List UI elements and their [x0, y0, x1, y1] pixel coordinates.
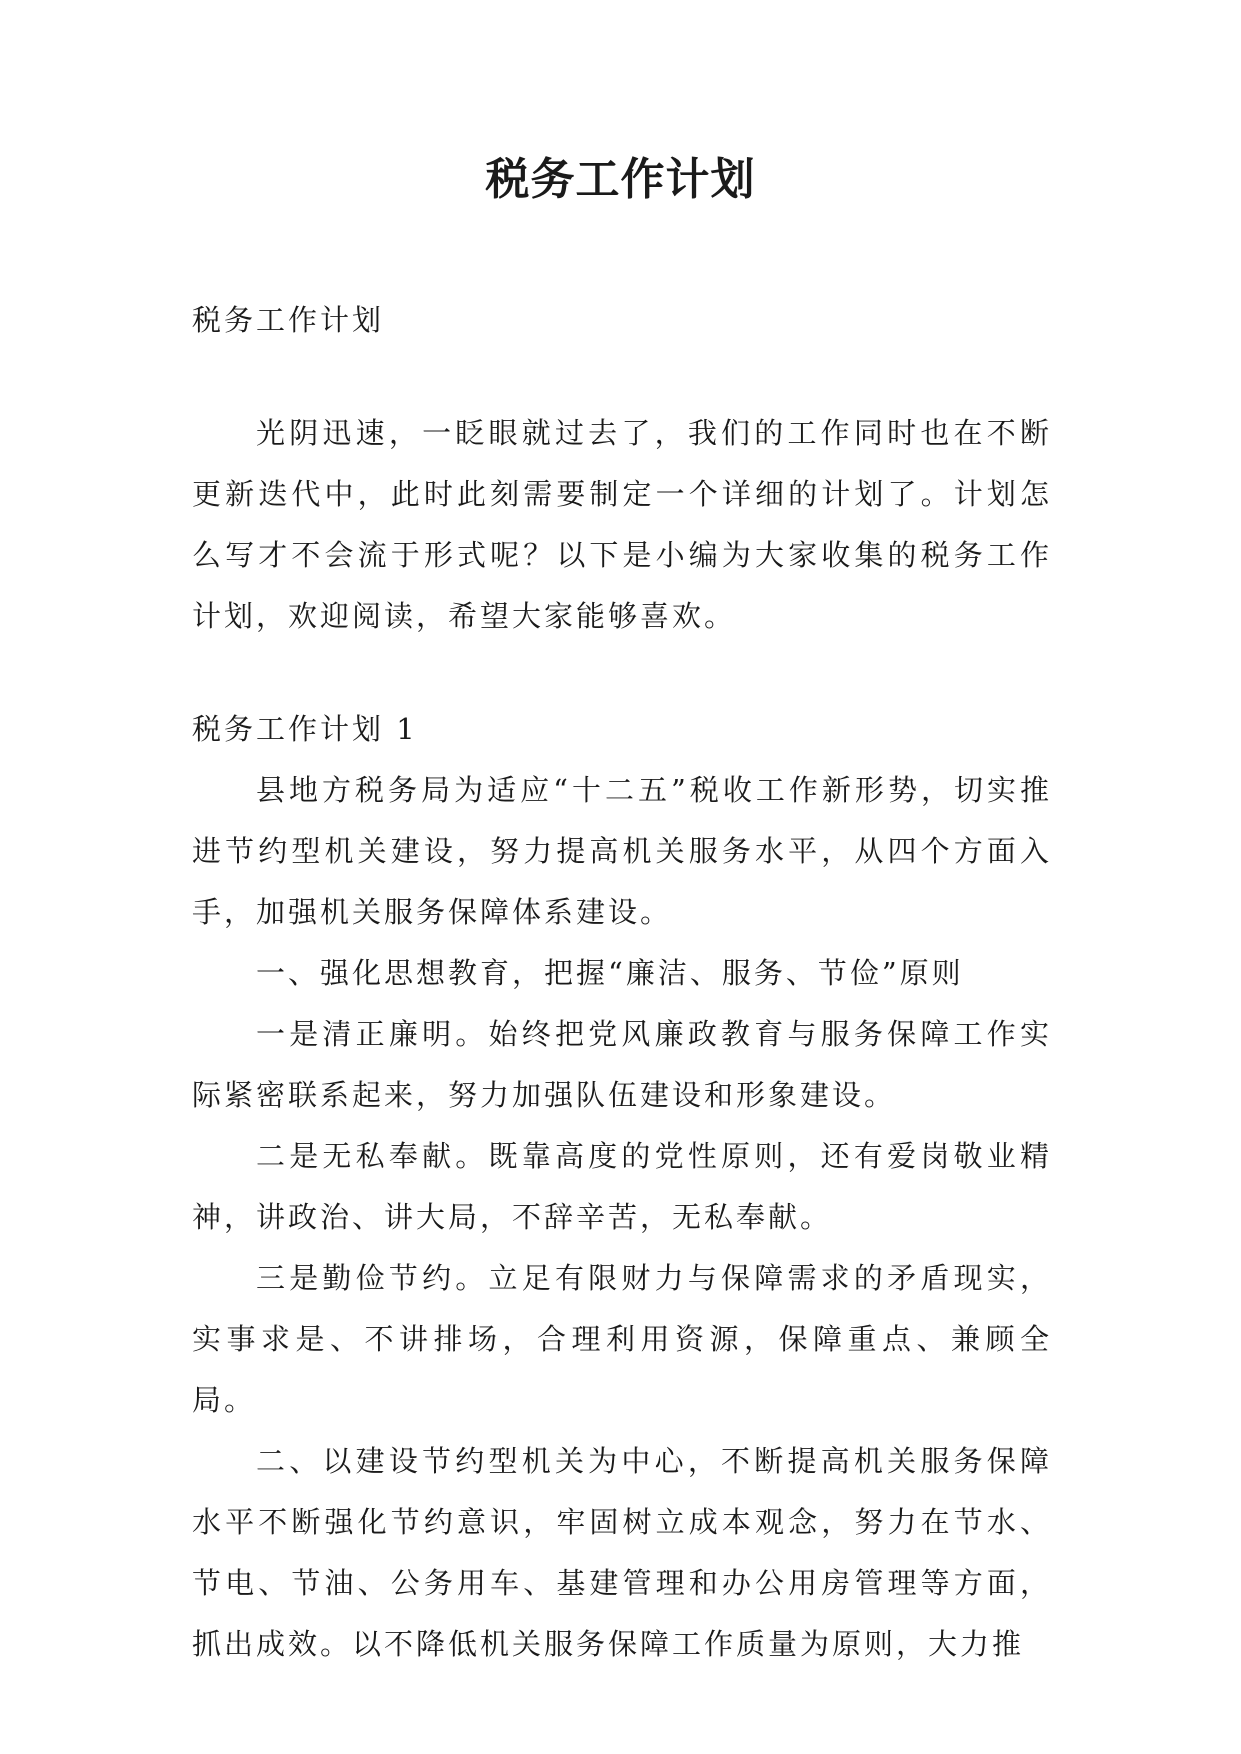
body-paragraph: 一是清正廉明。始终把党风廉政教育与服务保障工作实际紧密联系起来，努力加强队伍建设和形象建设。 [192, 1017, 1052, 1112]
body-paragraph: 二、以建设节约型机关为中心，不断提高机关服务保障水平不断强化节约意识，牢固树立成本观念，努力在节水、节电、节油、公务用车、基建管理和办公用房管理等方面，抓出成效。以不降低机关服务保障工作质量为原则，大力推 [192, 1444, 1052, 1661]
principle-heading: 一、强化思想教育，把握“廉洁、服务、节俭”原则 [256, 956, 964, 990]
document-body [192, 290, 1052, 1675]
intro-paragraph: 光阴迅速，一眨眼就过去了，我们的工作同时也在不断更新迭代中，此时此刻需要制定一个详细的计划了。计划怎么写才不会流于形式呢？以下是小编为大家收集的税务工作计划，欢迎阅读，希望大家能够喜欢。 [192, 416, 1052, 633]
body-paragraph: 县地方税务局为适应“十二五”税收工作新形势，切实推进节约型机关建设，努力提高机关服务水平，从四个方面入手，加强机关服务保障体系建设。 [192, 773, 1052, 929]
body-paragraph: 二是无私奉献。既靠高度的党性原则，还有爱岗敬业精神，讲政治、讲大局，不辞辛苦，无私奉献。 [192, 1139, 1052, 1234]
section-heading: 税务工作计划 1 [192, 712, 418, 746]
document-title: 税务工作计划 [485, 154, 756, 205]
document-subtitle: 税务工作计划 [192, 303, 385, 337]
body-paragraph: 三是勤俭节约。立足有限财力与保障需求的矛盾现实，实事求是、不讲排场，合理利用资源，保障重点、兼顾全局。 [192, 1261, 1052, 1417]
